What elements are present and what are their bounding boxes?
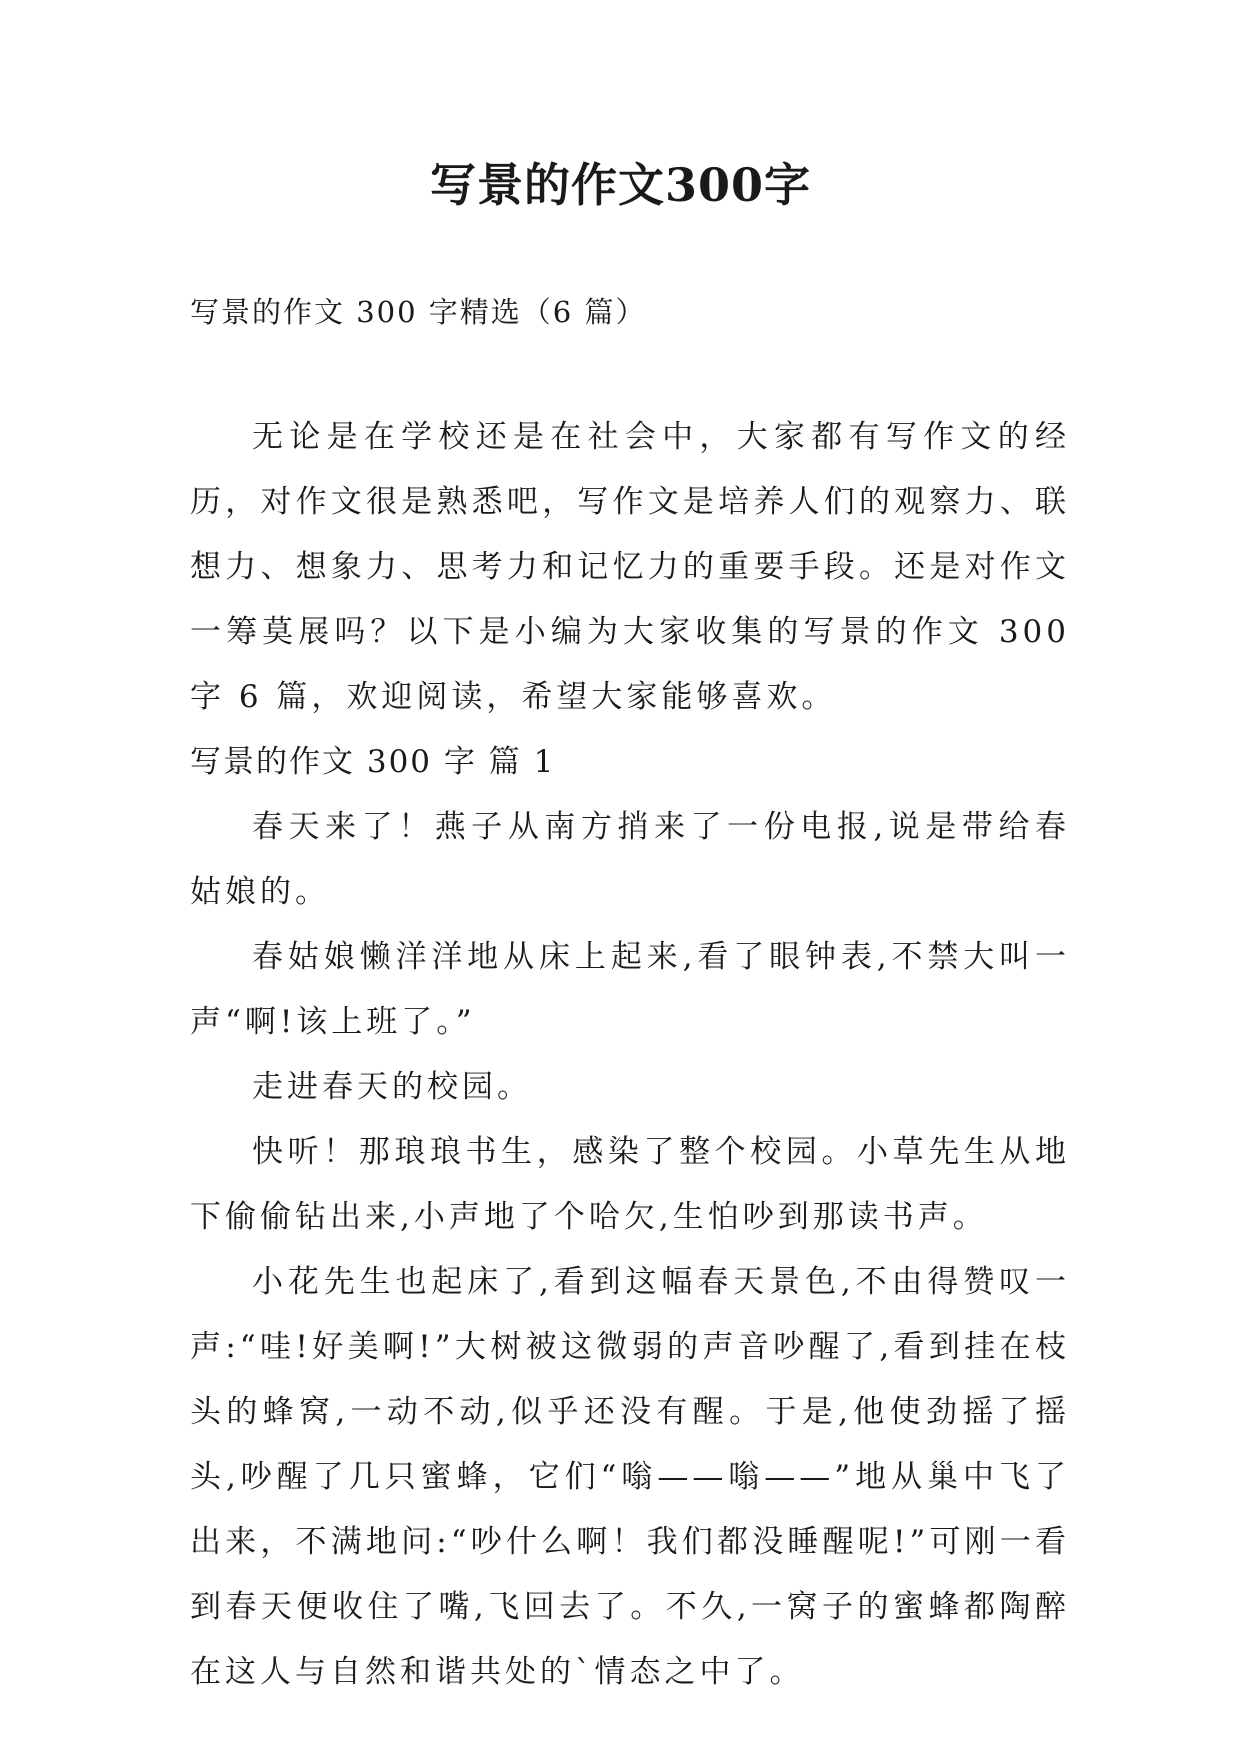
document-title: 写景的作文300字 — [429, 158, 812, 212]
body-paragraph: 走进春天的校园。 — [252, 1069, 532, 1105]
intro-paragraph: 无论是在学校还是在社会中，大家都有写作文的经历，对作文很是熟悉吧，写作文是培养人们的观察力、联想力、想象力、思考力和记忆力的重要手段。还是对作文一筹莫展吗？以下是小编为大家收集的写景的作文 300 字 6 篇，欢迎阅读，希望大家能够喜欢。 — [190, 419, 1070, 715]
document-body — [190, 405, 1070, 1705]
body-paragraph: 春天来了！燕子从南方捎来了一份电报,说是带给春姑娘的。 — [190, 809, 1070, 910]
body-paragraph: 快听！那琅琅书生，感染了整个校园。小草先生从地下偷偷钻出来,小声地了个哈欠,生怕吵到那读书声。 — [190, 1134, 1070, 1235]
body-paragraph: 小花先生也起床了,看到这幅春天景色,不由得赞叹一声:“哇!好美啊!”大树被这微弱的声音吵醒了,看到挂在枝头的蜂窝,一动不动,似乎还没有醒。于是,他使劲摇了摇头,吵醒了几只蜜蜂，它们“嗡——嗡——”地从巢中飞了出来，不满地问:“吵什么啊！我们都没睡醒呢!”可刚一看到春天便收住了嘴,飞回去了。不久,一窝子的蜜蜂都陶醉在这人与自然和谐共处的`情态之中了。 — [190, 1264, 1070, 1690]
document-subtitle: 写景的作文 300 字精选（6 篇） — [190, 295, 647, 329]
section-heading: 写景的作文 300 字 篇 1 — [190, 744, 556, 780]
body-paragraph: 春姑娘懒洋洋地从床上起来,看了眼钟表,不禁大叫一声“啊!该上班了。” — [190, 939, 1070, 1040]
